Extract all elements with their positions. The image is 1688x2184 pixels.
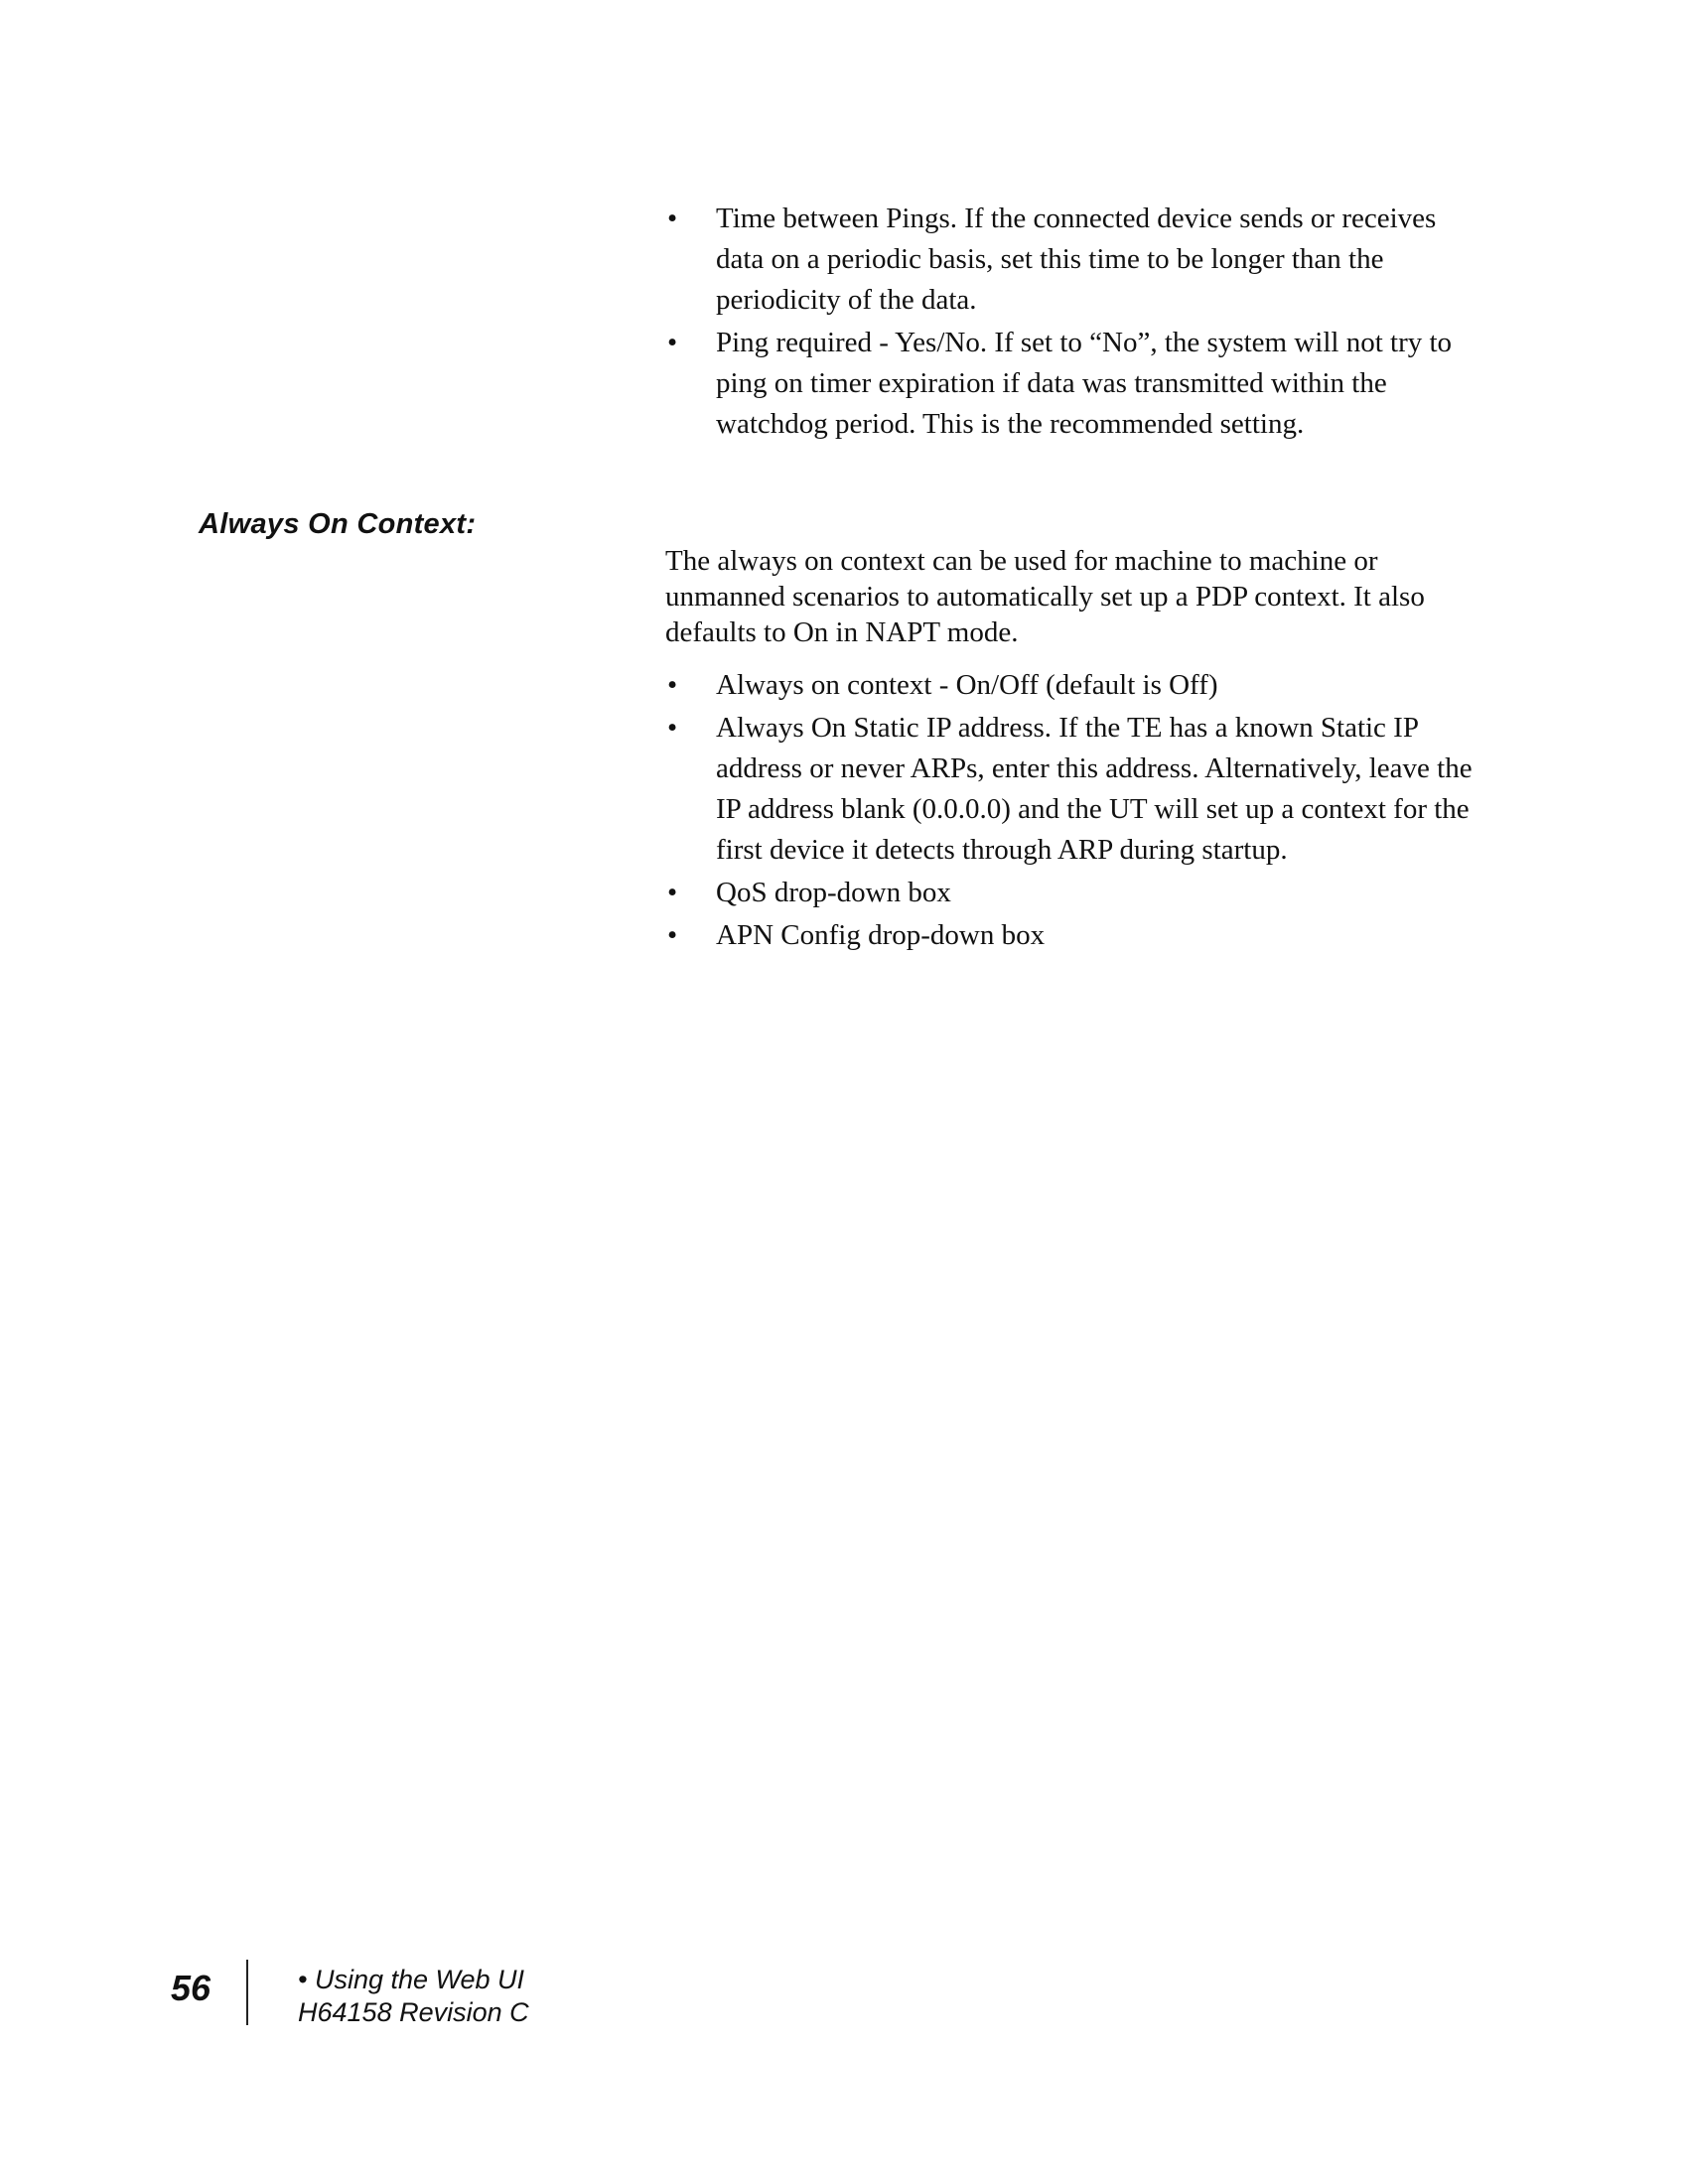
bullet-text: APN Config drop-down box bbox=[716, 919, 1046, 951]
list-item bbox=[659, 873, 1474, 913]
list-item bbox=[659, 323, 1474, 445]
section-heading: Always On Context: bbox=[199, 508, 477, 540]
bullet-icon: • bbox=[667, 712, 678, 744]
footer-divider bbox=[246, 1960, 248, 2025]
list-item bbox=[659, 199, 1474, 321]
list-item bbox=[659, 665, 1474, 706]
footer-document-id: H64158 Revision C bbox=[298, 1997, 529, 2027]
bullet-icon: • bbox=[667, 327, 678, 358]
bullet-text: Ping required - Yes/No. If set to “No”, the system will not try to ping on timer expiration if data was transmitted within the watchdog period. This is the recommended setting. bbox=[716, 327, 1453, 440]
list-item bbox=[659, 708, 1474, 871]
bullet-text: QoS drop-down box bbox=[716, 877, 951, 908]
section-bullet-list bbox=[659, 665, 1474, 958]
bullet-icon: • bbox=[667, 919, 678, 951]
bullet-text: Time between Pings. If the connected device sends or receives data on a periodic basis, set this time to be longer than the periodicity of the data. bbox=[716, 203, 1437, 316]
bullet-text: Always On Static IP address. If the TE has a known Static IP address or never ARPs, enter this address. Alternatively, leave the IP address blank (0.0.0.0) and the UT will set up a context for the first device it detects through ARP during startup. bbox=[716, 712, 1473, 866]
footer-chapter-title: • Using the Web UI bbox=[298, 1965, 525, 1994]
bullet-icon: • bbox=[667, 877, 678, 908]
bullet-icon: • bbox=[667, 669, 678, 701]
list-item bbox=[659, 915, 1474, 956]
bullet-text: Always on context - On/Off (default is Off) bbox=[716, 669, 1218, 701]
bullet-icon: • bbox=[667, 203, 678, 234]
top-bullet-list bbox=[659, 199, 1474, 447]
footer-page-number: 56 bbox=[171, 1968, 211, 2008]
footer-text-block bbox=[298, 1964, 529, 2029]
section-intro-paragraph: The always on context can be used for machine to machine or unmanned scenarios to automatically set up a PDP context. It also defaults to On in NAPT mode. bbox=[665, 545, 1425, 648]
